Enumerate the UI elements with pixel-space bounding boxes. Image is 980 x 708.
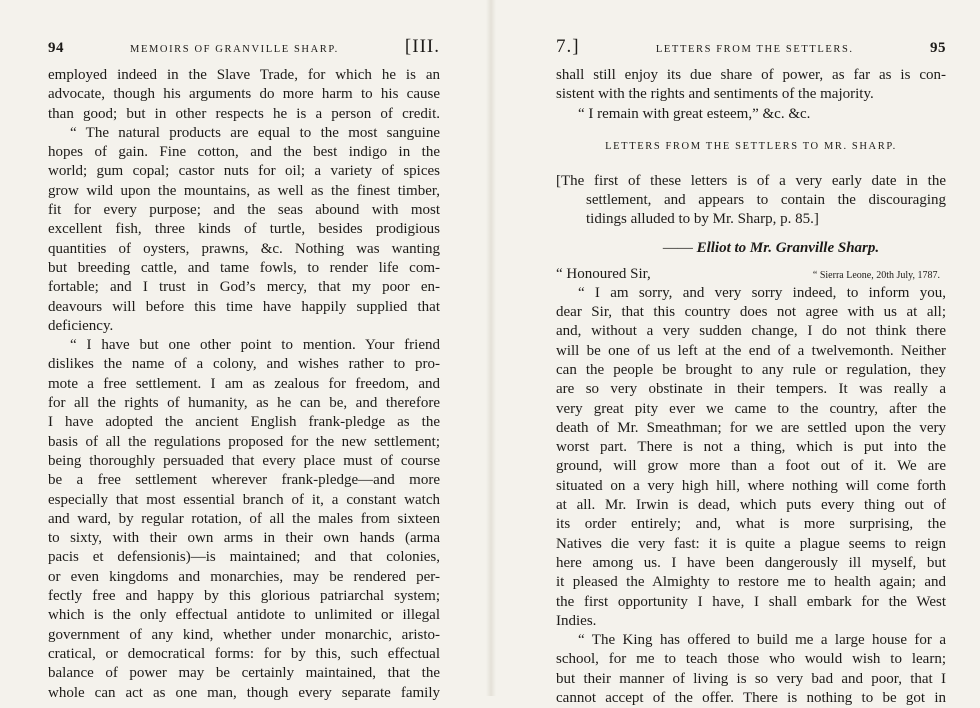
text-line: which is the only effectual antidote to unlimited or illegal — [48, 607, 440, 624]
text-line: settlement, and appears to contain the discouraging — [586, 192, 946, 209]
text-line: “ I remain with great esteem,” &c. &c. — [578, 105, 811, 122]
text-line: “ The natural products are equal to the most sanguine — [70, 124, 440, 141]
text-line: or even kingdoms and monarchies, may be rendered per- — [48, 568, 440, 585]
heading-dash: —— — [662, 239, 693, 256]
text-line: at all. Mr. Irwin is dead, which puts every thing out of — [556, 497, 946, 514]
text-line: [The first of these letters is of a very early date in the — [556, 172, 946, 189]
text-line: death of Mr. Smeathman; for we are settled upon the very — [556, 419, 946, 436]
editor-note — [556, 172, 946, 230]
running-title: MEMOIRS OF GRANVILLE SHARP. — [130, 44, 339, 55]
text-line: the first opportunity I have, I shall embark for the West — [556, 593, 946, 610]
text-line: tidings alluded to by Mr. Sharp, p. 85.] — [586, 211, 819, 228]
text-line: being thoroughly persuaded that every place must of course — [48, 452, 440, 469]
text-line: here among us. I have been dangerously ill myself, but — [556, 554, 946, 571]
text-line: hopes of gain. Fine cotton, and the best indigo in the — [48, 144, 440, 161]
text-line: be a free settlement wherever frank-pledge—and more — [48, 472, 440, 489]
text-line: advocate, though his arguments do more harm to his cause — [48, 86, 440, 103]
text-line: fit for every purpose; and the seas abound with most — [48, 202, 440, 219]
text-line: government of any kind, whether under monarchic, aristo- — [48, 626, 440, 643]
page-number: 94 — [48, 40, 64, 56]
text-line: worst part. There is not a thing, which is put into the — [556, 439, 946, 456]
text-line: “ I have but one other point to mention. Your friend — [70, 337, 440, 354]
text-line: grow wild upon the mountains, as well as the finest timber, — [48, 182, 440, 199]
left-page-text — [48, 66, 440, 703]
text-line: its order entirely; and, what is more surprising, the — [556, 516, 946, 533]
text-line: especially that most essential branch of it, a constant watch — [48, 491, 440, 508]
text-line: very great pity ever we came to the country, after the — [556, 400, 946, 417]
text-line: shall still enjoy its due share of power, as far as is con- — [556, 67, 946, 83]
dateline: “ Sierra Leone, 20th July, 1787. — [812, 269, 940, 281]
text-line: dislikes the name of a colony, and wishes rather to pro- — [48, 356, 440, 373]
right-running-head — [556, 36, 946, 62]
text-line: fortable; and I trust in God’s mercy, that my poor en- — [48, 279, 440, 296]
page-number: 95 — [929, 40, 946, 56]
salutation: “ Honoured Sir, — [556, 265, 651, 282]
text-line: and, without a very sudden change, I do not think there — [556, 323, 946, 340]
text-line: quantities of oysters, prawns, &c. Nothing was wanting — [48, 240, 440, 257]
chapter-mark: [III. — [404, 36, 440, 57]
text-line: but breeding cattle, and tame fowls, to render life com- — [48, 259, 440, 276]
chapter-mark: 7.] — [556, 36, 580, 57]
letter-body — [556, 284, 946, 708]
letter-heading-text: Elliot to Mr. Granville Sharp. — [696, 239, 880, 256]
text-line: can the people be brought to any rule or regulation, they — [556, 361, 946, 378]
salutation-row — [556, 264, 946, 284]
closing-of-previous-letter — [556, 66, 946, 124]
letter-heading — [596, 238, 946, 258]
text-line: for all the rights of humanity, as he can be, and therefore — [48, 395, 440, 412]
text-line: Natives die very fast: it is quite a plague seems to reign — [556, 535, 946, 552]
text-line: dear Sir, that this country does not agree with us at all; — [556, 304, 946, 321]
text-line: and ward, by regular rotation, of all the males from sixteen — [48, 510, 440, 527]
text-line: will be one of us left at the end of a twelvemonth. Neither — [556, 342, 946, 359]
text-line: whole can act as one man, though every separate family — [48, 684, 440, 701]
text-line: fectly free and happy by this glorious patriarchal system; — [48, 588, 440, 605]
text-line: excellent fish, three kinds of turtle, besides prodigious — [48, 221, 440, 238]
text-line: world; gum copal; castor nuts for oil; a variety of spices — [48, 163, 440, 180]
section-title: LETTERS FROM THE SETTLERS TO MR. SHARP. — [605, 140, 897, 152]
text-line: deavours will before this time have happily supplied that — [48, 298, 440, 315]
text-line: situated on a very high hill, where nothing will come forth — [556, 477, 946, 494]
text-line: basis of all the regulations proposed for the new settlement; — [48, 433, 440, 450]
text-line: are so very obstinate in their tempers. It was really a — [556, 381, 946, 398]
text-line: it pleased the Almighty to restore me to health again; and — [556, 574, 946, 591]
text-line: balance of power may be certainly maintained, that the — [48, 665, 440, 682]
text-line: mote a free settlement. I am as zealous for freedom, and — [48, 375, 440, 392]
text-line: to sixty, with their own arms in their own hands (arma — [48, 530, 440, 547]
left-page — [0, 0, 490, 701]
text-line: pacis et defensionis)—is maintained; and that colonies, — [48, 549, 440, 566]
text-line: “ I am sorry, and very sorry indeed, to inform you, — [578, 284, 946, 301]
text-line: sistent with the rights and sentiments of the majority. — [556, 86, 874, 103]
text-line: but their manner of living is so very bad and poor, that I — [556, 670, 946, 687]
text-line: than good; but in other respects he is a person of credit. — [48, 105, 440, 122]
text-line: deficiency. — [48, 317, 114, 334]
text-line: cratical, or democratical forms: for by this, such effectual — [48, 645, 440, 662]
left-running-head — [48, 36, 440, 62]
running-title: LETTERS FROM THE SETTLERS. — [655, 44, 854, 55]
text-line: “ The King has offered to build me a large house for a — [578, 632, 946, 649]
text-line: employed indeed in the Slave Trade, for which he is an — [48, 67, 440, 83]
right-page — [490, 0, 980, 707]
text-line: school, for me to teach those who would wish to learn; — [556, 651, 946, 668]
text-line: cannot accept of the offer. There is nothing to be got in — [556, 690, 946, 707]
text-line: ground, will grow more than a foot out of it. We are — [556, 458, 946, 475]
text-line: I have adopted the ancient English frank-pledge as the — [48, 414, 440, 431]
text-line: Indies. — [556, 612, 597, 629]
